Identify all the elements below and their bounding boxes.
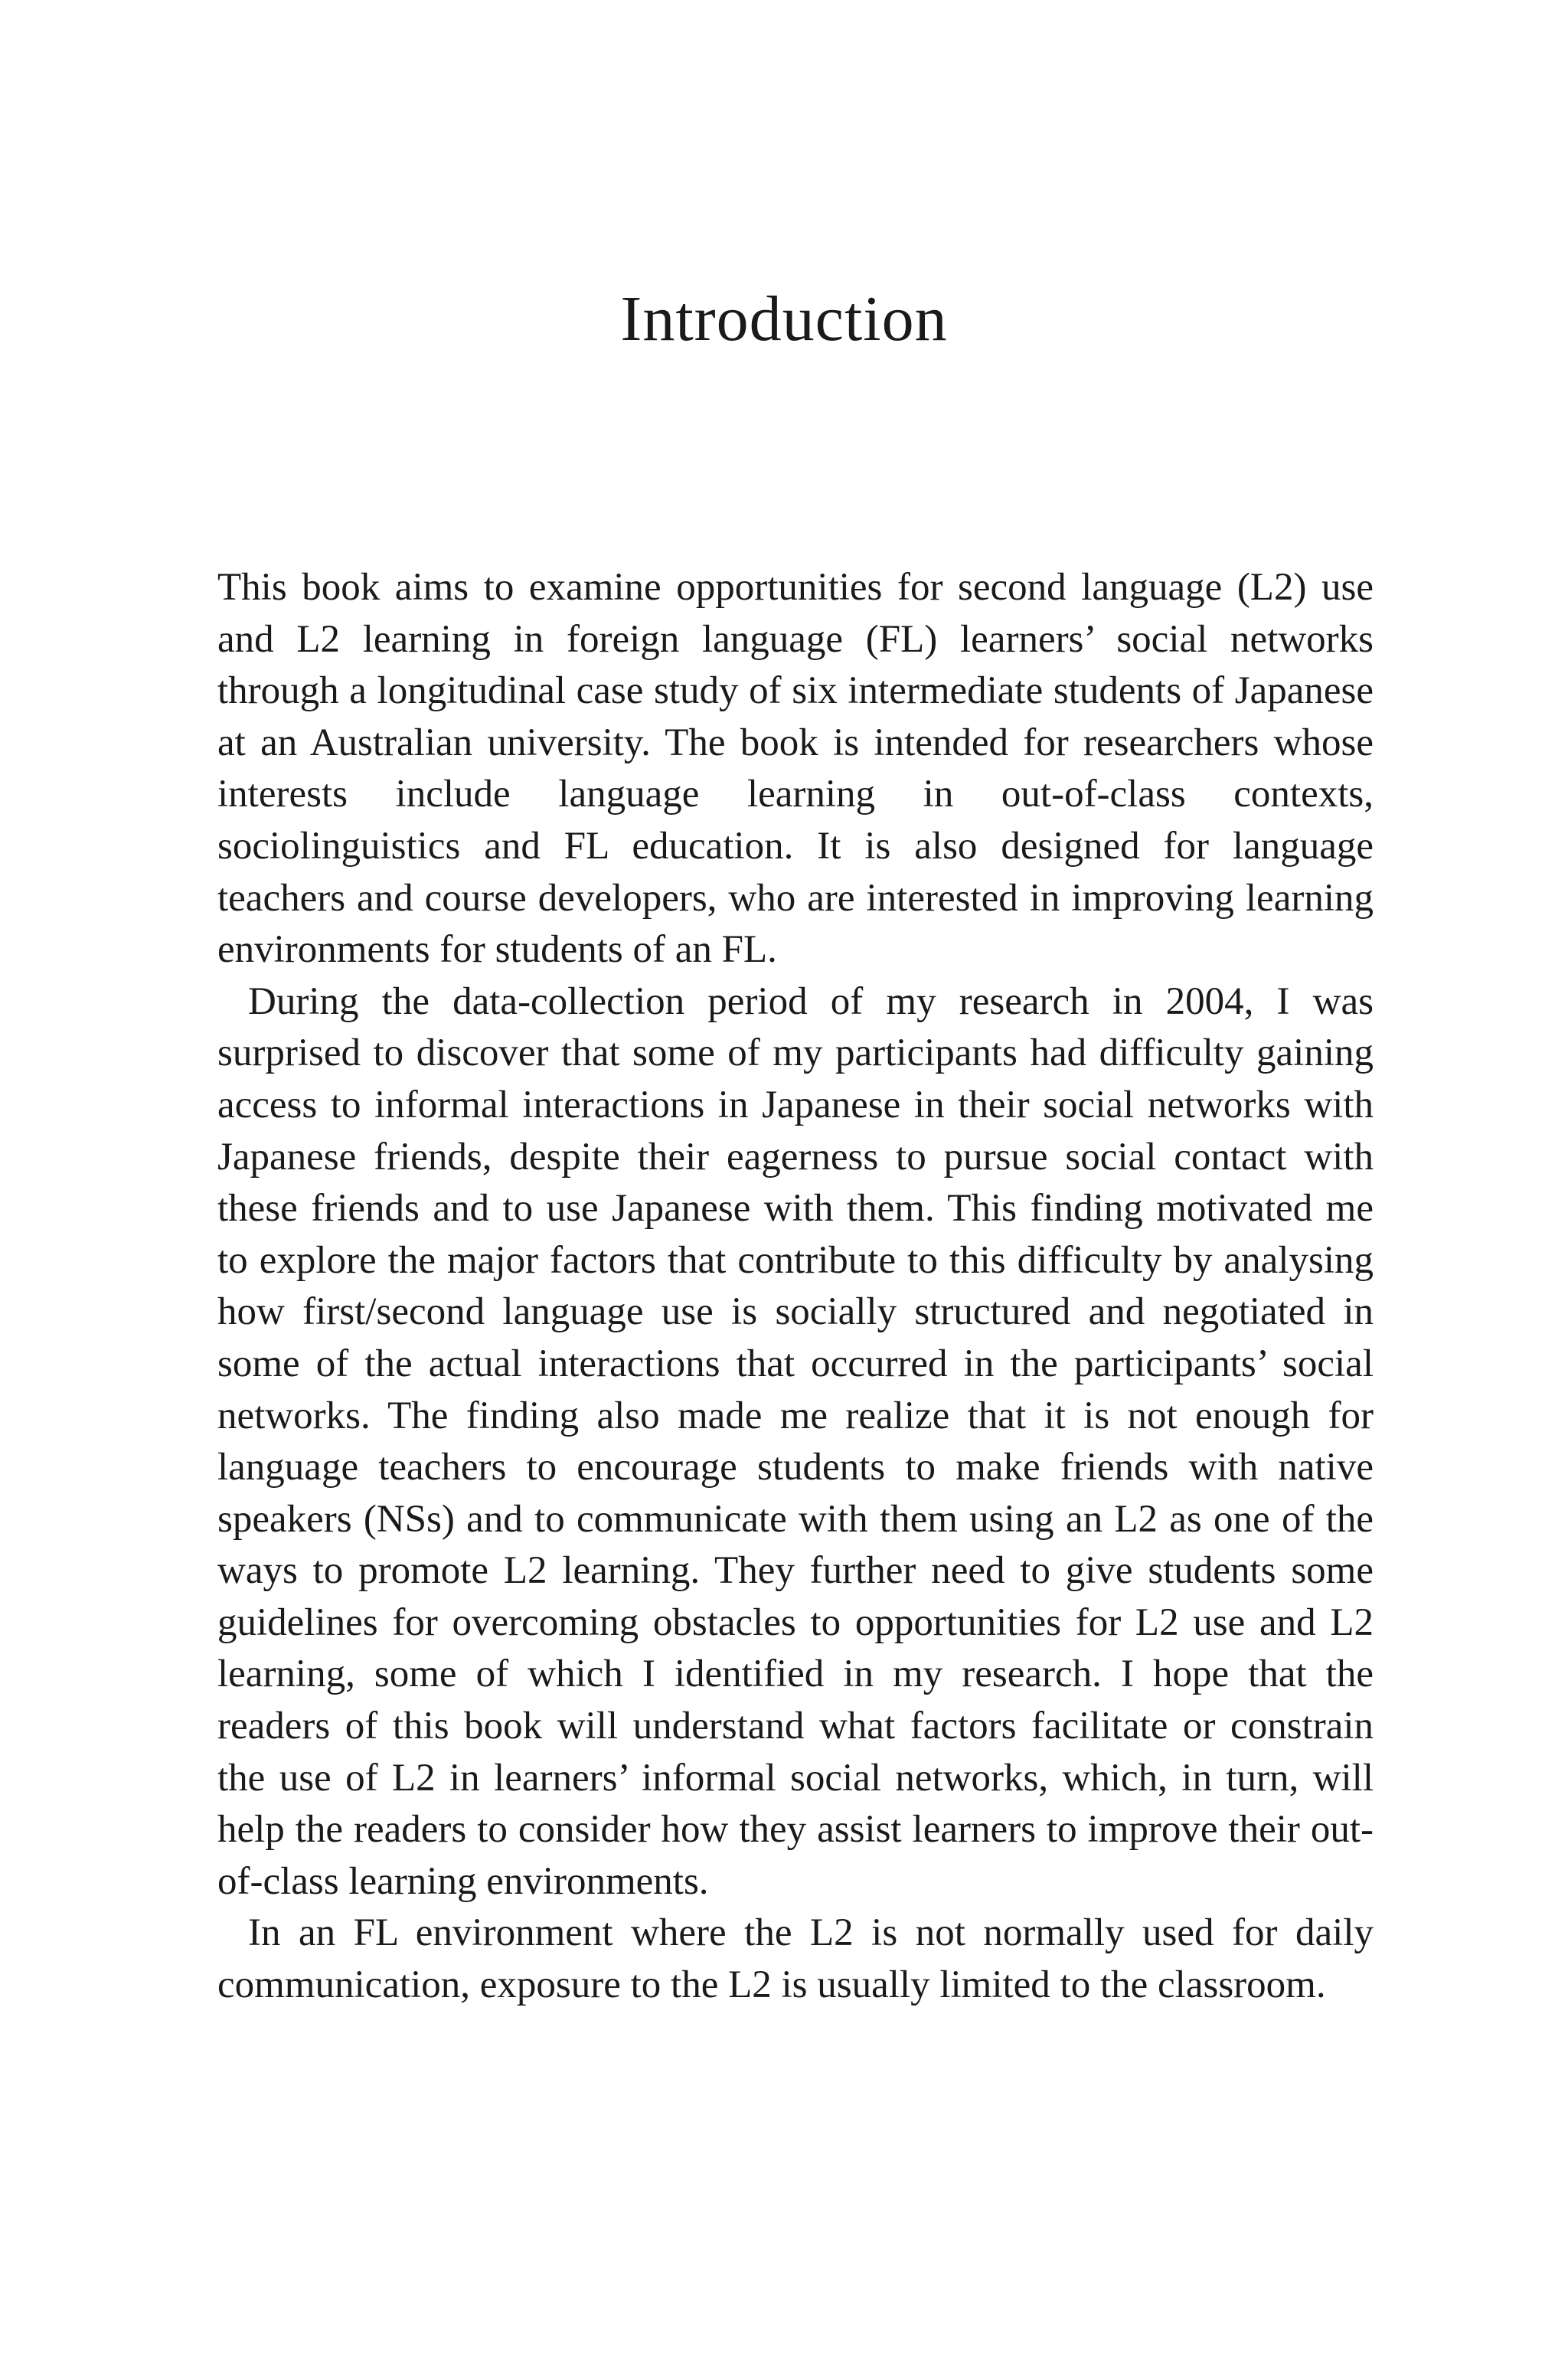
paragraph-2: During the data-collection period of my research in 2004, I was surprised to discover that some of my participants had difficulty gaining access to informal interactions in Japanese in their social networks with Japanese friends, despite their eagerness to pursue social contact with these friends and to use Japanese with them. This finding motivated me to explore the major factors that contribute to this difficulty by analysing how first/second language use is socially structured and negotiated in some of the actual interactions that occurred in the participants’ social networks. The finding also made me realize that it is not enough for language teachers to encourage students to make friends with native speakers (NSs) and to communicate with them using an L2 as one of the ways to promote L2 learning. They further need to give students some guidelines for overcoming obstacles to opportunities for L2 use and L2 learning, some of which I identified in my research. I hope that the readers of this book will understand what factors facilitate or constrain the use of L2 in learners’ informal social networks, which, in turn, will help the readers to consider how they assist learners to improve their out-of-class learning environments. xyxy=(217,979,1374,1903)
body-text xyxy=(217,562,1374,2012)
chapter-title: Introduction xyxy=(620,283,948,355)
paragraph-3: In an FL environment where the L2 is not normally used for daily communication, exposure to the L2 is usually limited to the classroom. xyxy=(217,1911,1374,2007)
paragraph-1: This book aims to examine opportunities for second language (L2) use and L2 learning in foreign language (FL) learners’ social networks through a longitudinal case study of six intermediate students of Japanese at an Australian university. The book is intended for researchers whose interests include language learning in out-of-class contexts, sociolinguistics and FL education. It is also designed for language teachers and course developers, who are interested in improving learning environments for students of an FL. xyxy=(217,566,1374,972)
